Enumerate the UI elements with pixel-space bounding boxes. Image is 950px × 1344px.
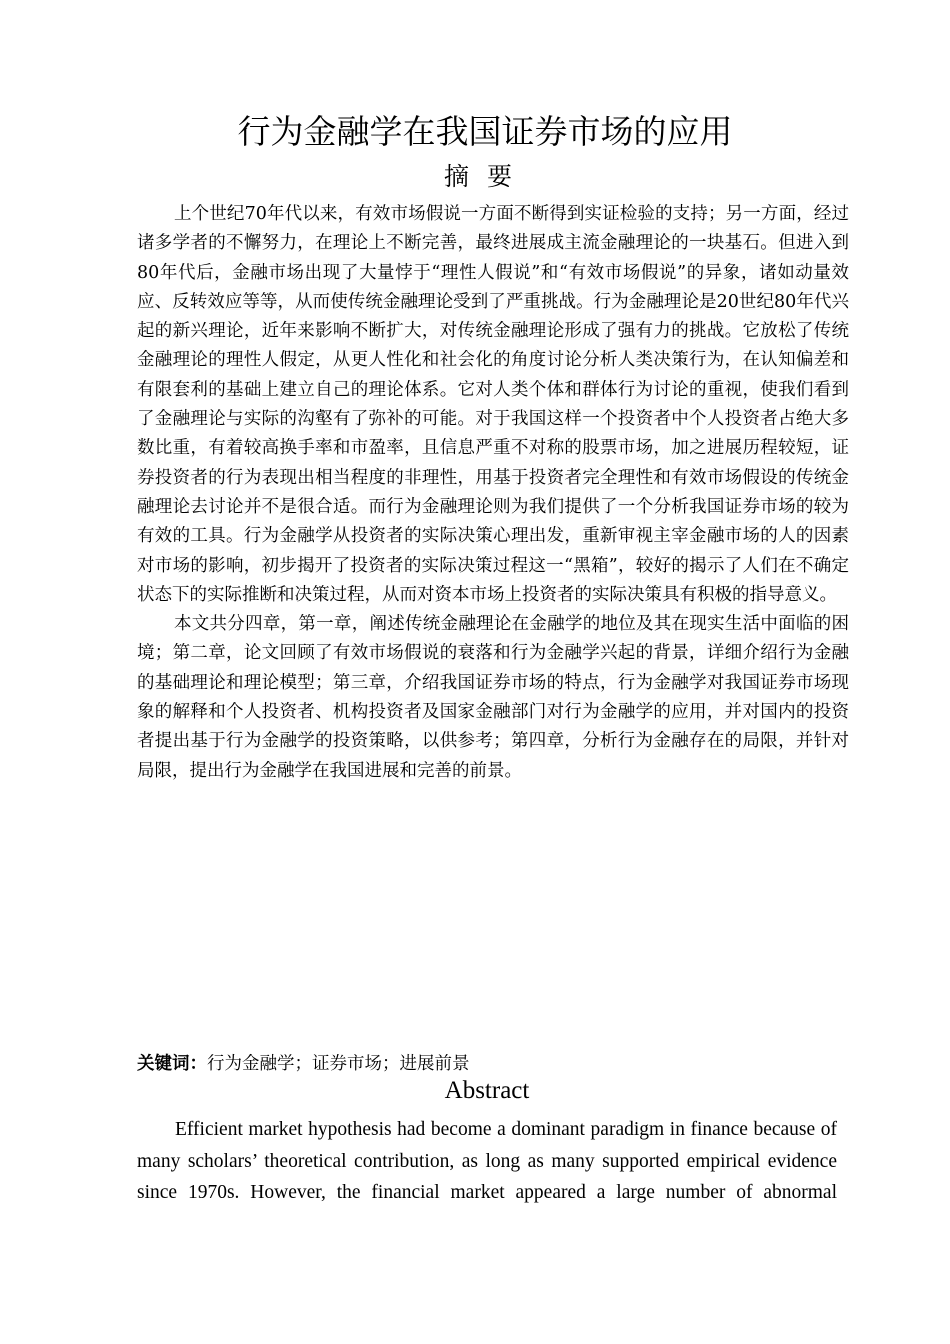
document-title: 行为金融学在我国证券市场的应用 [237,112,733,151]
keywords-label: 关键词： [137,1054,207,1074]
abstract-heading: 摘要 [443,162,530,191]
abstract-paragraph-1: 上个世纪70年代以来，有效市场假说一方面不断得到实证检验的支持；另一方面，经过诸多学者的不懈努力，在理论上不断完善，最终进展成主流金融理论的一块基石。但进入到80年代后，金融市场出现了大量悖于“理性人假说”和“有效市场假说”的异象，诸如动量效应、反转效应等等，从而使传统金融理论受到了严重挑战。行为金融理论是20世纪80年代兴起的新兴理论，近年来影响不断扩大，对传统金融理论形成了强有力的挑战。它放松了传统金融理论的理性人假定，从更人性化和社会化的角度讨论分析人类决策行为，在认知偏差和有限套利的基础上建立自己的理论体系。它对人类个体和群体行为讨论的重视，使我们看到了金融理论与实际的沟壑有了弥补的可能。对于我国这样一个投资者中个人投资者占绝大多数比重，有着较高换手率和市盈率，且信息严重不对称的股票市场，加之进展历程较短，证券投资者的行为表现出相当程度的非理性，用基于投资者完全理性和有效市场假设的传统金融理论去讨论并不是很合适。而行为金融理论则为我们提供了一个分析我国证券市场的较为有效的工具。行为金融学从投资者的实际决策心理出发，重新审视主宰金融市场的人的因素对市场的影响，初步揭开了投资者的实际决策过程这一“黑箱”，较好的揭示了人们在不确定状态下的实际推断和决策过程，从而对资本市场上投资者的实际决策具有积极的指导意义。 [137,204,849,605]
english-abstract-body [137,1114,837,1209]
abstract-paragraph-2: 本文共分四章，第一章，阐述传统金融理论在金融学的地位及其在现实生活中面临的困境；第二章，论文回顾了有效市场假说的衰落和行为金融学兴起的背景，详细介绍行为金融的基础理论和理论模型；第三章，介绍我国证券市场的特点，行为金融学对我国证券市场现象的解释和个人投资者、机构投资者及国家金融部门对行为金融学的应用，并对国内的投资者提出基于行为金融学的投资策略，以供参考；第四章，分析行为金融存在的局限，并针对局限，提出行为金融学在我国进展和完善的前景。 [137,614,849,781]
keywords-text: 行为金融学；证券市场；进展前景 [207,1054,470,1074]
english-paragraph: Efficient market hypothesis had become a dominant paradigm in finance because of many scholars’ theoretical contribution, as long as many supported empirical evidence since 1970s. However, the financial market appeared a large number of abnormal [137,1119,837,1204]
english-abstract-heading: Abstract [444,1077,530,1104]
chinese-abstract-body [137,200,849,786]
